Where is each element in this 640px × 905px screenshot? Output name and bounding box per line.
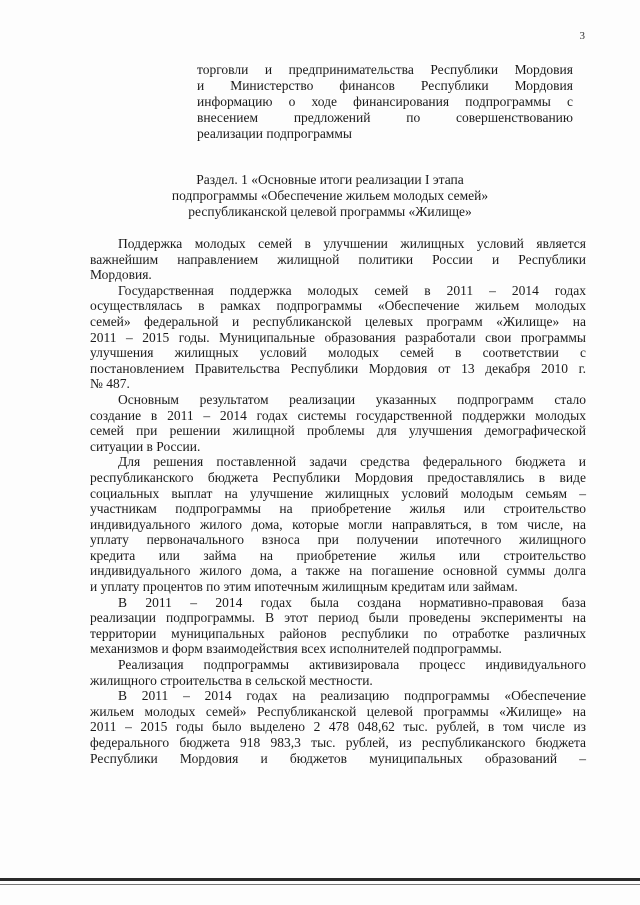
paragraph-line: Для решения поставленной задачи средства федерального бюджета и [118, 454, 586, 470]
paragraph-line: 2011 – 2015 годы. Муниципальные образования разработали свои программы [90, 329, 586, 345]
section-title-line: республиканской целевой программы «Жилище» [188, 204, 472, 219]
paragraph-line: федерального бюджета 918 983,3 тыс. рублей, из республиканского бюджета [90, 735, 586, 750]
paragraph-line: Поддержка молодых семей в улучшении жилищных условий является [118, 236, 586, 251]
paragraph-line: территории муниципальных районов республики по отработке различных [90, 625, 586, 641]
paragraph-line: В 2011 – 2014 годах была создана нормативно-правовая база [118, 594, 586, 610]
paragraph-line: уплату первоначального взноса при получении ипотечного жилищного [90, 532, 586, 548]
intro-line: информацию о ходе финансирования подпрограммы с [197, 94, 573, 109]
body-text [90, 236, 586, 766]
scan-edge-line [0, 878, 640, 881]
paragraph-line: реализации подпрограммы. В этот период были проведены эксперименты на [90, 610, 586, 626]
paragraph-line: индивидуального жилого дома, которые могли направляться, в том числе, на [90, 516, 586, 532]
paragraph-line: и уплату процентов по этим ипотечным жилищным кредитам или займам. [90, 579, 518, 595]
paragraph-line: № 487. [90, 376, 130, 392]
paragraph [90, 283, 586, 392]
paragraph [90, 392, 586, 454]
paragraph-line: ситуации в России. [90, 438, 201, 454]
paragraph [90, 595, 586, 657]
paragraph-line: улучшения жилищных условий молодых семей в соответствии с [90, 345, 586, 361]
intro-line: реализации подпрограммы [197, 126, 352, 141]
paragraph-line: республиканского бюджета Республики Мордовия предоставлялись в виде [90, 469, 586, 485]
paragraph-line: участникам подпрограммы на приобретение жилья или строительство [90, 501, 586, 517]
paragraph-line: семей при решении жилищной проблемы для улучшения демографической [90, 423, 586, 439]
scan-edge-line-thin [0, 884, 640, 885]
paragraph-line: постановлением Правительства Республики Мордовия от 13 декабря 2010 г. [90, 360, 586, 376]
paragraph-line: семей» федеральной и республиканской целевых программ «Жилище» на [90, 313, 586, 329]
section-title [120, 172, 540, 220]
paragraph-line: 2011 – 2015 годы было выделено 2 478 048,62 тыс. рублей, в том числе из [90, 719, 586, 735]
paragraph-line: Основным результатом реализации указанных подпрограмм стало [118, 391, 586, 407]
section-title-line: подпрограммы «Обеспечение жильем молодых семей» [171, 188, 489, 203]
intro-text [197, 62, 573, 142]
paragraph-line: жильем молодых семей» Республиканской целевой программы «Жилище» на [90, 703, 586, 719]
paragraph [90, 236, 586, 283]
intro-line: внесением предложений по совершенствованию [197, 110, 573, 125]
paragraph-line: социальных выплат на улучшение жилищных условий молодым семьям – [90, 485, 586, 501]
paragraph-line: кредита или займа на приобретение жилья или строительство [90, 547, 586, 563]
paragraph-line: В 2011 – 2014 годах на реализацию подпрограммы «Обеспечение [118, 688, 586, 704]
paragraph-line: создание в 2011 – 2014 годах системы государственной поддержки молодых [90, 407, 586, 423]
intro-line: торговли и предпринимательства Республики Мордовия [197, 62, 573, 77]
paragraph-line: жилищного строительства в сельской местности. [90, 672, 373, 688]
paragraph-line: индивидуального жилого дома, а также на погашение основной суммы долга [90, 563, 586, 579]
paragraph-line: механизмов и форм взаимодействия всех исполнителей подпрограммы. [90, 641, 502, 657]
paragraph-line: осуществлялась в рамках подпрограммы «Обеспечение жильем молодых [90, 298, 586, 314]
paragraph-line: важнейшим направлением жилищной политики России и Республики [90, 251, 586, 267]
paragraph-line: Мордовия. [90, 267, 152, 283]
section-title-line: Раздел. 1 «Основные итоги реализации I этапа [196, 172, 464, 187]
page-number: 3 [579, 30, 585, 42]
paragraph [90, 657, 586, 688]
intro-line: и Министерство финансов Республики Мордовия [197, 78, 573, 93]
paragraph-line: Республики Мордовия и бюджетов муниципальных образований – [90, 750, 586, 766]
paragraph-line: Государственная поддержка молодых семей в 2011 – 2014 годах [118, 282, 586, 298]
paragraph [90, 688, 586, 766]
paragraph [90, 454, 586, 594]
paragraph-line: Реализация подпрограммы активизировала процесс индивидуального [118, 657, 586, 673]
